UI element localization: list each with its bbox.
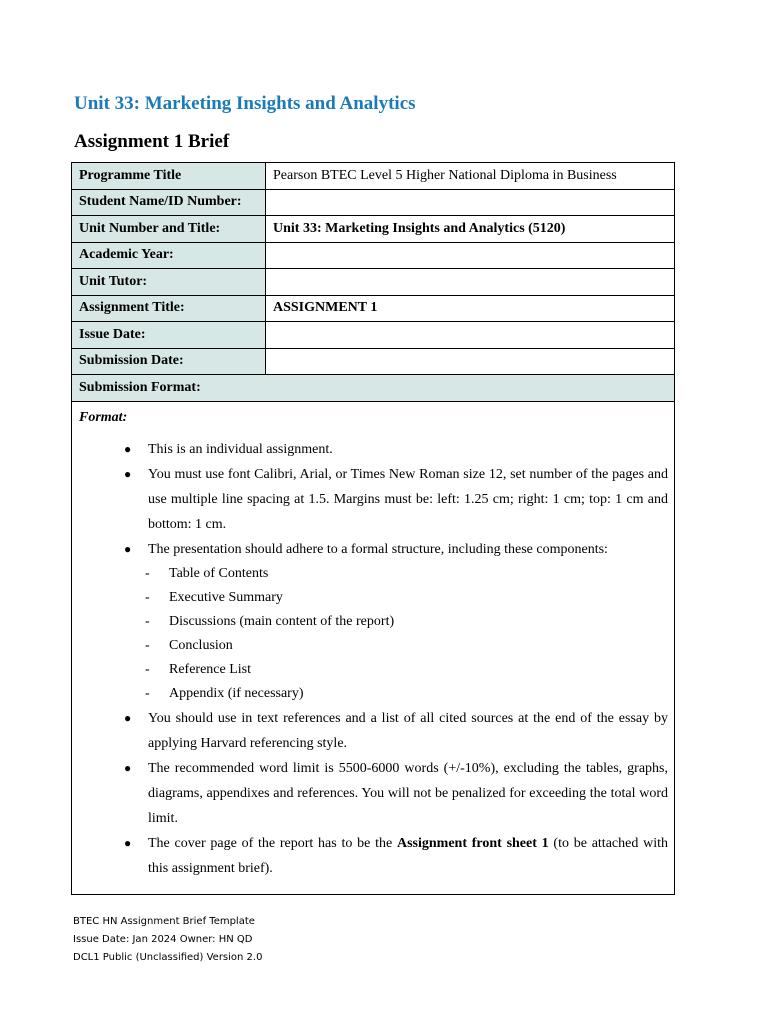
assignment-info-table — [71, 162, 675, 402]
format-section — [71, 402, 675, 895]
submission-format-label: Submission Format: — [72, 375, 675, 402]
list-item — [72, 437, 668, 462]
academic-year-value[interactable] — [266, 242, 675, 269]
bullet-text: You must use font Calibri, Arial, or Times New Roman size 12, set number of the pages and use multiple line spacing at 1.5. Margins must be: left: 1.25 cm; right: 1 cm; top: 1 cm and bottom: 1 cm. — [148, 467, 668, 532]
footer-template-line: BTEC HN Assignment Brief Template — [73, 916, 255, 927]
list-item — [124, 658, 668, 682]
bullet-icon: ● — [124, 467, 132, 481]
table-row — [72, 348, 675, 375]
table-row — [72, 269, 675, 296]
format-requirements-list — [72, 437, 668, 881]
component-text: Reference List — [169, 662, 252, 677]
issue-date-value[interactable] — [266, 322, 675, 349]
table-row — [72, 322, 675, 349]
submission-date-label: Submission Date: — [72, 348, 266, 375]
academic-year-label: Academic Year: — [72, 242, 266, 269]
student-name-label: Student Name/ID Number: — [72, 189, 266, 216]
component-text: Appendix (if necessary) — [169, 686, 304, 701]
bullet-icon: ● — [124, 442, 132, 456]
issue-date-label: Issue Date: — [72, 322, 266, 349]
bullet-icon: ● — [124, 761, 132, 775]
list-item — [72, 706, 668, 756]
unit-title-heading: Unit 33: Marketing Insights and Analytics — [74, 93, 416, 114]
dash-icon: - — [145, 614, 150, 629]
list-item — [72, 756, 668, 831]
bullet-icon: ● — [124, 836, 132, 850]
component-text: Conclusion — [169, 638, 233, 653]
programme-title-value: Pearson BTEC Level 5 Higher National Diploma in Business — [266, 163, 675, 190]
table-row — [72, 189, 675, 216]
table-row — [72, 216, 675, 243]
unit-tutor-label: Unit Tutor: — [72, 269, 266, 296]
dash-icon: - — [145, 662, 150, 677]
footer-issue-line: Issue Date: Jan 2024 Owner: HN QD — [73, 934, 253, 945]
table-row — [72, 242, 675, 269]
page-footer — [73, 913, 262, 967]
list-item — [124, 586, 668, 610]
assignment-title-label: Assignment Title: — [72, 295, 266, 322]
list-item — [72, 831, 668, 881]
bullet-text: You should use in text references and a list of all cited sources at the end of the essay by applying Harvard referencing style. — [148, 711, 668, 751]
report-components-list — [145, 562, 668, 706]
student-name-value[interactable] — [266, 189, 675, 216]
table-row — [72, 295, 675, 322]
bullet-text: The recommended word limit is 5500-6000 words (+/-10%), excluding the tables, graphs, diagrams, appendixes and references. You will not be penalized for exceeding the total word limit. — [148, 761, 668, 826]
bullet-text: The presentation should adhere to a formal structure, including these components: — [148, 542, 608, 557]
cover-text-before: The cover page of the report has to be the — [148, 836, 397, 851]
footer-classification-line: DCL1 Public (Unclassified) Version 2.0 — [73, 952, 263, 963]
programme-title-label: Programme Title — [72, 163, 266, 190]
component-text: Table of Contents — [169, 566, 269, 581]
component-text: Discussions (main content of the report) — [169, 614, 395, 629]
bullet-icon: ● — [124, 711, 132, 725]
list-item — [72, 462, 668, 537]
list-item — [124, 610, 668, 634]
cover-text-after: (to be attached with this assignment brief). — [148, 836, 668, 876]
list-item — [124, 634, 668, 658]
assignment-title-value: ASSIGNMENT 1 — [266, 295, 675, 322]
list-item — [124, 562, 668, 586]
dash-icon: - — [145, 638, 150, 653]
dash-icon: - — [145, 590, 150, 605]
list-item — [124, 682, 668, 706]
bullet-text: This is an individual assignment. — [148, 442, 333, 457]
dash-icon: - — [145, 566, 150, 581]
list-item — [72, 537, 668, 706]
unit-number-value: Unit 33: Marketing Insights and Analytics (5120) — [266, 216, 675, 243]
submission-date-value[interactable] — [266, 348, 675, 375]
assignment-brief-heading: Assignment 1 Brief — [74, 131, 230, 152]
bullet-icon: ● — [124, 542, 132, 556]
unit-tutor-value[interactable] — [266, 269, 675, 296]
table-row — [72, 375, 675, 402]
table-row — [72, 163, 675, 190]
component-text: Executive Summary — [169, 590, 283, 605]
unit-number-label: Unit Number and Title: — [72, 216, 266, 243]
cover-sheet-name: Assignment front sheet 1 — [396, 836, 549, 851]
format-title: Format: — [79, 410, 128, 425]
dash-icon: - — [145, 686, 150, 701]
